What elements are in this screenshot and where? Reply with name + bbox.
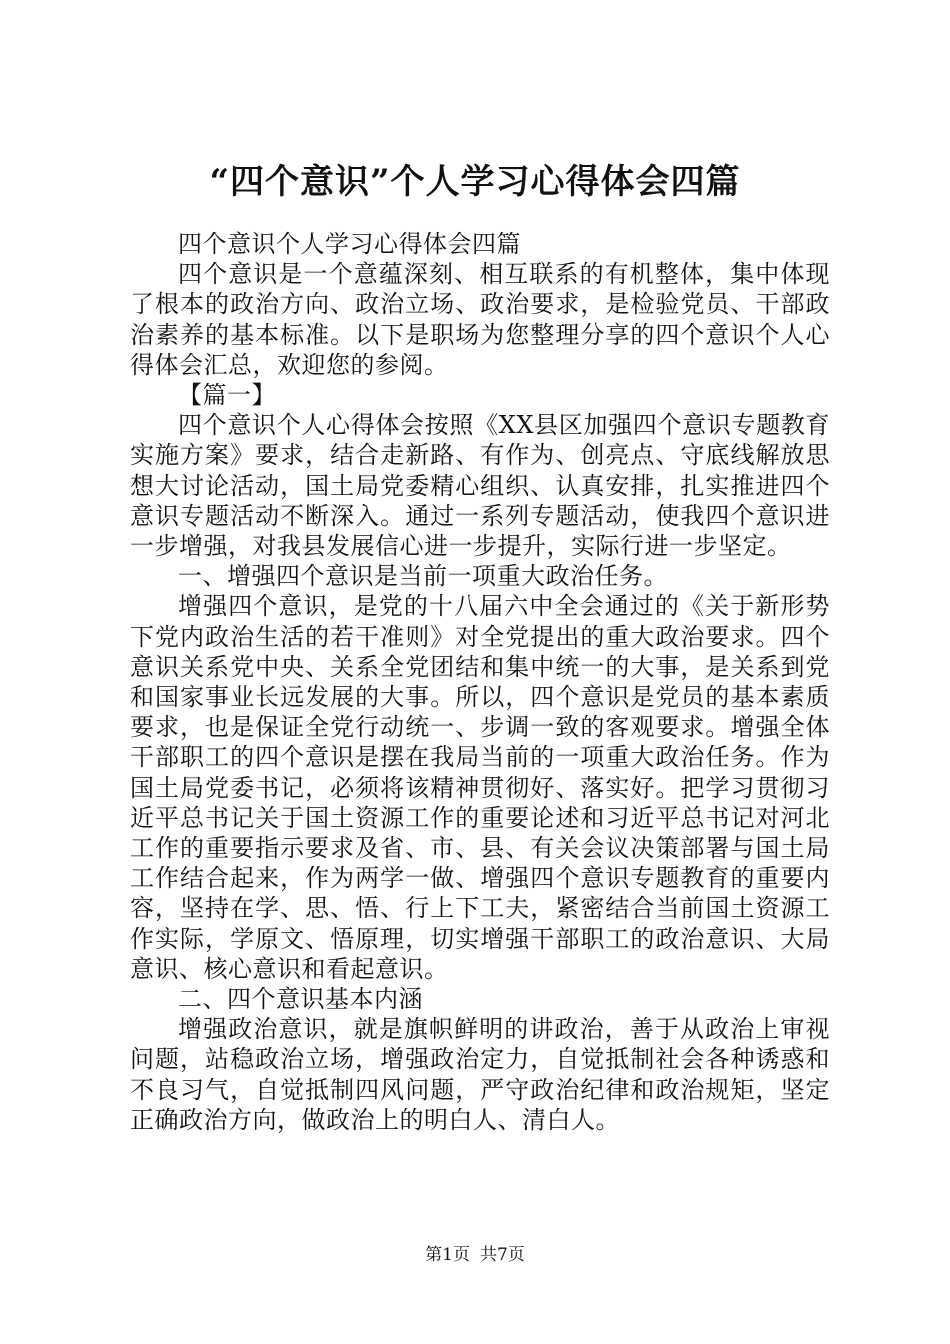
section-heading-1: 一、增强四个意识是当前一项重大政治任务。 — [178, 562, 668, 591]
paragraph-section-1: 增强四个意识，是党的十八届六中全会通过的《关于新形势下党内政治生活的若干准则》对全党提出的重大政治要求。四个意识关系党中央、关系全党团结和集中统一的大事，是关系到党和国家事业长远发展的大事。所以，四个意识是党员的基本素质要求，也是保证全党行动统一、步调一致的客观要求。增强全体干部职工的四个意识是摆在我局当前的一项重大政治任务。作为国土局党委书记，必须将该精神贯彻好、落实好。把学习贯彻习近平总书记关于国土资源工作的重要论述和习近平总书记对河北工作的重要指示要求及省、市、县、有关会议决策部署与国土局工作结合起来，作为两学一做、增强四个意识专题教育的重要内容，坚持在学、思、悟、行上下工夫，紧密结合当前国土资源工作实际，学原文、悟原理，切实增强干部职工的政治意识、大局意识、核心意识和看起意识。 — [130, 592, 830, 983]
section-heading-part-one: 【篇一】 — [178, 381, 276, 410]
document-title: “四个意识”个人学习心得体会四篇 — [209, 162, 741, 202]
page-total: 共7页 — [480, 1245, 525, 1265]
paragraph-subtitle: 四个意识个人学习心得体会四篇 — [178, 230, 521, 258]
paragraph-part-one: 四个意识个人心得体会按照《XX县区加强四个意识专题教育实施方案》要求，结合走新路、有作为、创亮点、守底线解放思想大讨论活动，国土局党委精心组织、认真安排，扎实推进四个意识专题活动不断深入。通过一系列专题活动，使我四个意识进一步增强，对我县发展信心进一步提升，实际行进一步坚定。 — [130, 411, 830, 561]
page-footer — [0, 1243, 950, 1267]
document-body — [130, 229, 830, 1135]
section-heading-2: 二、四个意识基本内涵 — [178, 985, 423, 1014]
paragraph-section-2: 增强政治意识，就是旗帜鲜明的讲政治，善于从政治上审视问题，站稳政治立场，增强政治定力，自觉抵制社会各种诱惑和不良习气，自觉抵制四风问题，严守政治纪律和政治规矩，坚定正确政治方向，做政治上的明白人、清白人。 — [130, 1015, 830, 1134]
paragraph-intro: 四个意识是一个意蕴深刻、相互联系的有机整体，集中体现了根本的政治方向、政治立场、政治要求，是检验党员、干部政治素养的基本标准。以下是职场为您整理分享的四个意识个人心得体会汇总，欢迎您的参阅。 — [130, 260, 830, 379]
page-number: 第1页 — [425, 1245, 470, 1265]
